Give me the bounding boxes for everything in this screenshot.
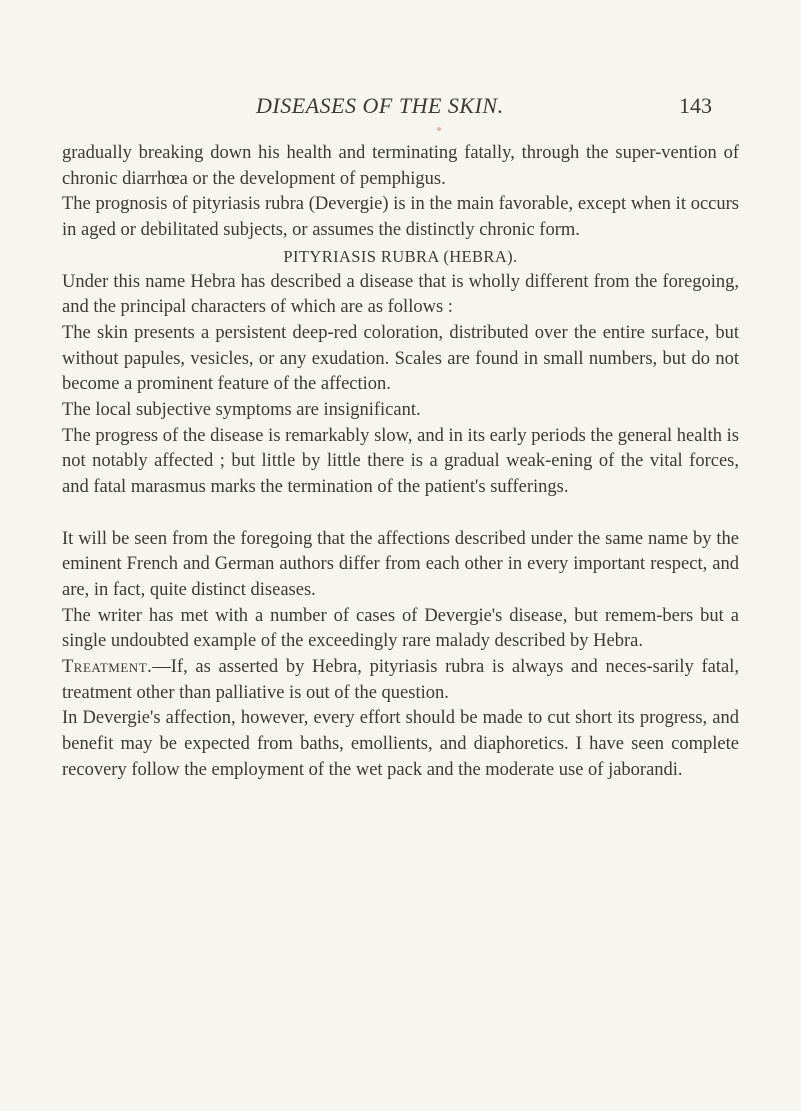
running-head: [0, 93, 801, 123]
paragraph-comparison: It will be seen from the foregoing that the affections described under the same name by the eminent French and German authors differ from each other in every important respect, and are, in fact, quite distinct diseases.: [62, 528, 739, 600]
treatment-lead: Treatment.: [62, 657, 153, 678]
paragraph-treatment: [62, 655, 739, 706]
paragraph-progress: The progress of the disease is remarkably slow, and in its early periods the general health is not notably affected ; but little by little there is a gradual weak-ening of the vital forces, and fatal marasmus marks the termination of the patient's sufferings.: [62, 425, 739, 498]
body-text: [62, 141, 739, 784]
ink-speck: [437, 127, 441, 131]
paragraph-writer-cases: The writer has met with a number of cases of Devergie's disease, but remem-bers but a single undoubted example of the exceedingly rare malady described by Hebra.: [62, 605, 739, 652]
paragraph-skin-presentation: The skin presents a persistent deep-red coloration, distributed over the entire surface, but without papules, vesicles, or any exudation. Scales are found in small numbers, but do not become a prominent feature of the affection.: [62, 322, 739, 395]
paragraph-local-symptoms: The local subjective symptoms are insignificant.: [62, 400, 421, 421]
paragraph-prognosis: The prognosis of pityriasis rubra (Devergie) is in the main favorable, except when it occurs in aged or debilitated subjects, or assumes the distinctly chronic form.: [62, 194, 739, 241]
paragraph-hebra-description: Under this name Hebra has described a disease that is wholly different from the foregoing, and the principal characters of which are as follows :: [62, 271, 739, 318]
paragraph-gap: [62, 501, 739, 527]
treatment-text: —If, as asserted by Hebra, pityriasis rubra is always and neces-sarily fatal, treatment other than palliative is out of the question.: [62, 657, 739, 703]
paragraph-continued: gradually breaking down his health and terminating fatally, through the super-vention of chronic diarrhœa or the development of pemphigus.: [62, 143, 739, 189]
page-number: 143: [679, 93, 712, 118]
running-title: DISEASES OF THE SKIN.: [256, 93, 504, 118]
paragraph-devergie-treatment: In Devergie's affection, however, every effort should be made to cut short its progress, and benefit may be expected from baths, emollients, and diaphoretics. I have seen complete recovery follow the employment of the wet pack and the moderate use of jaborandi.: [62, 708, 739, 780]
section-heading: PITYRIASIS RUBRA (HEBRA).: [283, 246, 518, 266]
